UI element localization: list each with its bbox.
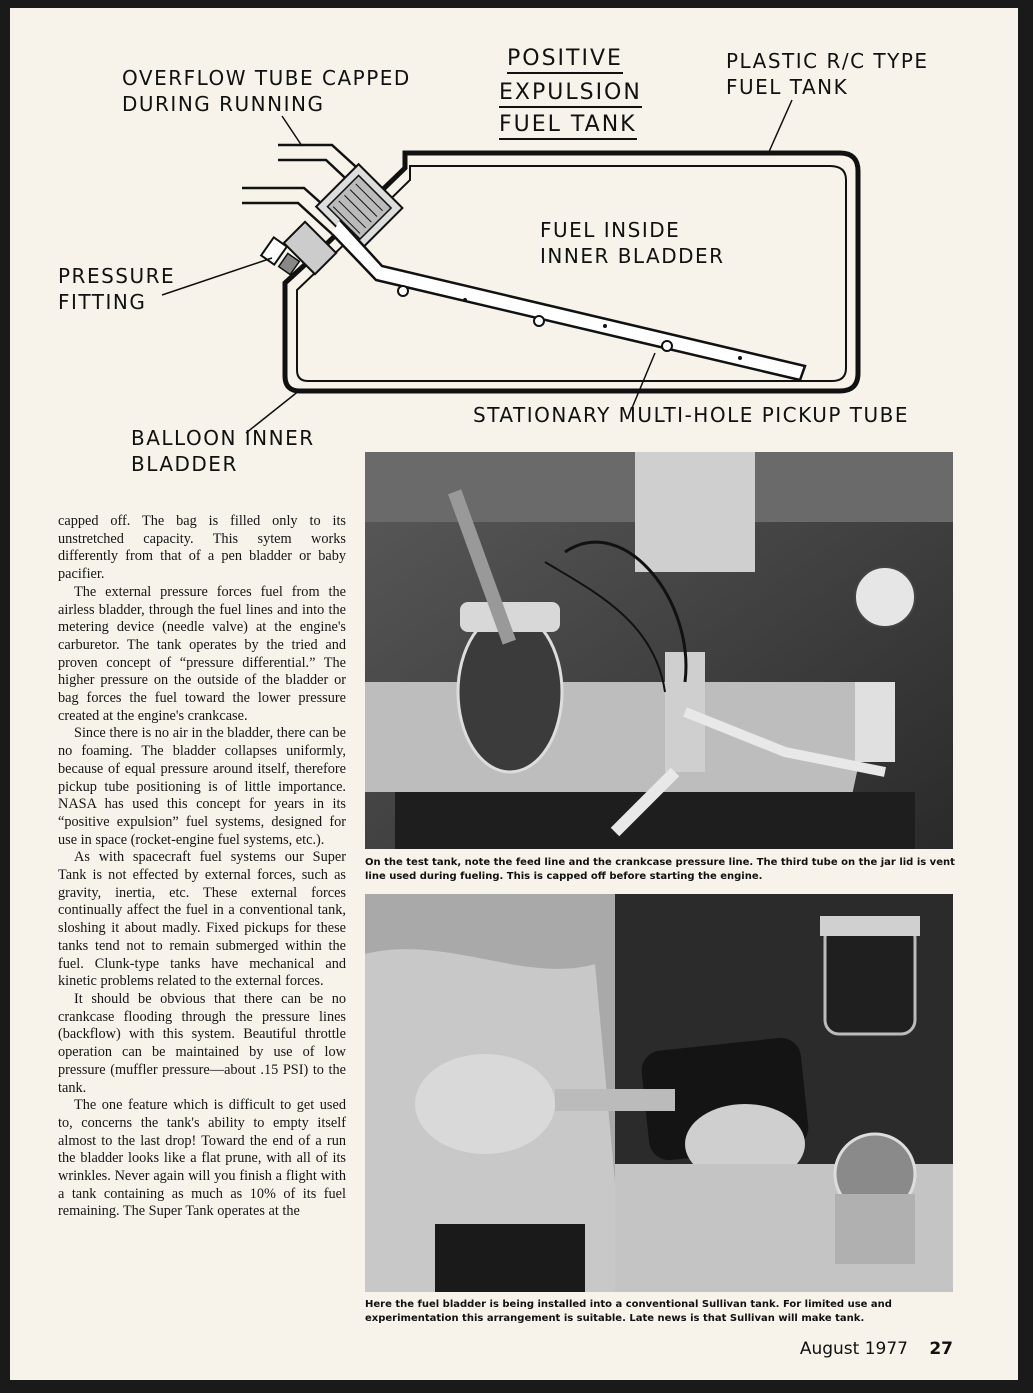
diagram-title-line-1: POSITIVE	[507, 46, 623, 74]
magazine-page	[10, 8, 1018, 1380]
article-paragraph: As with spacecraft fuel systems our Super Tank is not effected by external forces, such as gravity, inertia, etc. These external forces continually affect the fuel in a conventional tank, sloshing it about madly. Fixed pickups for these tanks tend not to remain submerged within the fuel. Clunk-type tanks have mechanical and kinetic problems related to the external forces.	[58, 849, 346, 990]
leader-plastic-tank	[768, 100, 792, 154]
label-pickup-tube: STATIONARY MULTI-HOLE PICKUP TUBE	[473, 403, 909, 427]
top-photo-caption: On the test tank, note the feed line and the crankcase pressure line. The third tube on the jar lid is vent line used during fueling. This is capped off before starting the engine.	[365, 857, 955, 882]
pickup-hole	[463, 298, 467, 302]
diagram-title-line-3: FUEL TANK	[499, 112, 637, 140]
article-paragraph: The external pressure forces fuel from the airless bladder, through the fuel lines and into the metering device (needle valve) at the engine's carburetor. The tank operates by the tried and proven concept of “pressure differential.” The higher pressure on the outside of the bladder or bag forces the fuel toward the lower pressure created at the engine's crankcase.	[58, 583, 346, 724]
pickup-hole	[738, 356, 742, 360]
page-number: 27	[929, 1339, 953, 1359]
label-balloon-bladder: BALLOON INNER BLADDER	[131, 426, 315, 476]
label-fuel-inside: FUEL INSIDE INNER BLADDER	[540, 218, 725, 268]
test-tank-photo	[365, 452, 953, 849]
article-paragraph: Since there is no air in the bladder, there can be no foaming. The bladder collapses uniformly, because of equal pressure around itself, therefore pickup tube positioning is of little importance. NASA has used this concept for years in its “positive expulsion” fuel systems, designed for use in space (rocket-engine fuel systems, etc.).	[58, 725, 346, 848]
label-pressure-fitting: PRESSURE FITTING	[58, 264, 176, 314]
pickup-hole	[398, 286, 408, 296]
bottom-photo-caption: Here the fuel bladder is being installed into a conventional Sullivan tank. For limited use and experimentation this arrangement is suitable. Late news is that Sullivan will make tank.	[365, 1299, 892, 1324]
tank-cap	[316, 164, 402, 250]
article-paragraph: capped off. The bag is filled only to its unstretched capacity. This sytem works differently from that of a pen bladder or baby pacifier.	[58, 513, 346, 583]
article-column	[58, 513, 346, 1221]
pickup-hole	[662, 341, 672, 351]
leader-pressure	[162, 258, 272, 295]
diagram-title-line-2: EXPULSION	[499, 80, 642, 108]
label-plastic-tank: PLASTIC R/C TYPE FUEL TANK	[726, 49, 929, 99]
bladder-install-photo	[365, 894, 953, 1292]
label-overflow-tube: OVERFLOW TUBE CAPPED DURING RUNNING	[122, 66, 411, 116]
article-paragraph: It should be obvious that there can be no crankcase flooding through the pressure lines (backflow) with this system. Beautiful throttle operation can be maintained by use of low pressure (muffler pressure—about .15 PSI) to the tank.	[58, 990, 346, 1096]
article-paragraph: The one feature which is difficult to get used to, concerns the tank's ability to empty itself almost to the last drop! Toward the end of a run the bladder looks like a flat prune, with all of its wrinkles. Never again will you finish a flight with a tank containing as much as 10% of its fuel remaining. The Super Tank operates at the	[58, 1097, 346, 1220]
leader-overflow	[282, 116, 302, 146]
issue-date: August 1977	[799, 1339, 908, 1359]
pickup-hole	[534, 316, 544, 326]
pickup-hole	[603, 324, 607, 328]
